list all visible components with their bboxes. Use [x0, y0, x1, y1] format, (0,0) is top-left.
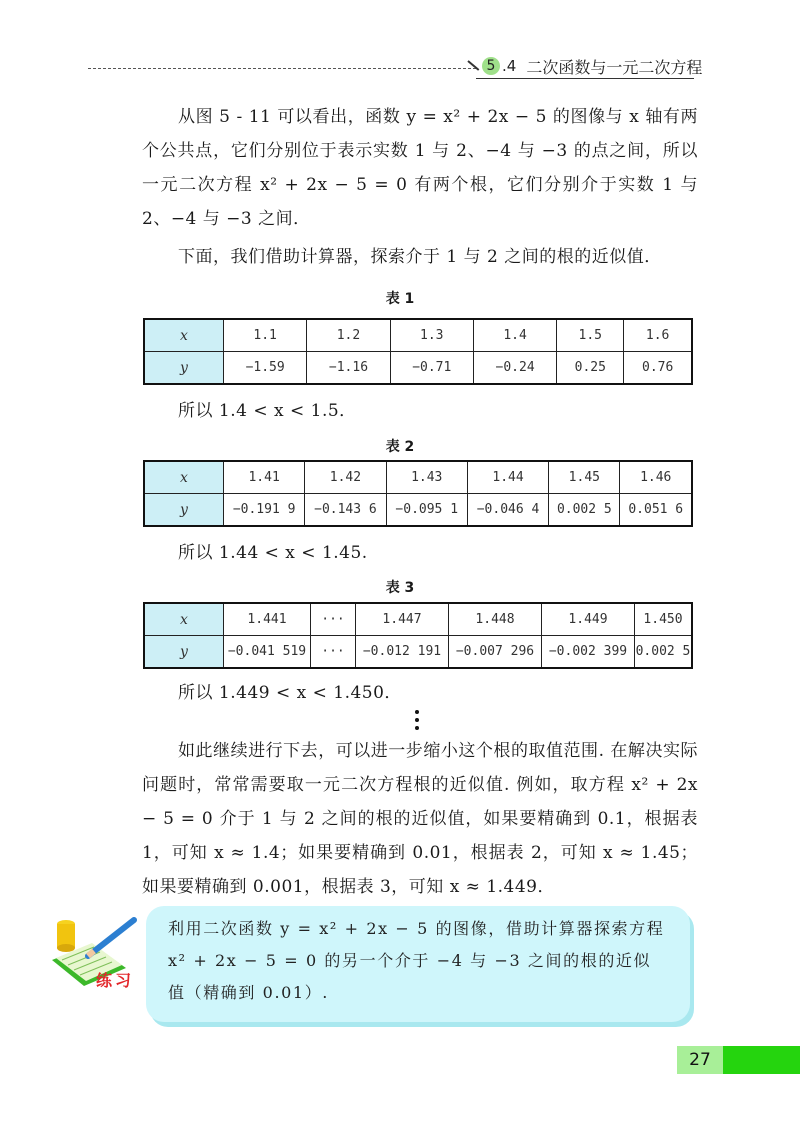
table-cell: 1.5	[557, 319, 624, 352]
conclusion-1: 所以 1.4 < x < 1.5．	[178, 401, 357, 421]
section-sub: .4	[502, 57, 517, 75]
table-row	[144, 636, 692, 669]
table-cell: −1.16	[307, 352, 390, 385]
table-cell: −0.24	[473, 352, 556, 385]
table-2-caption: 表 2	[385, 439, 415, 455]
table-cell: 1.449	[542, 603, 635, 636]
table-header-x: x	[144, 603, 224, 636]
table-header-y: y	[144, 494, 224, 527]
page-header	[482, 54, 702, 78]
paragraph-approximation: 如此继续进行下去，可以进一步缩小这个根的取值范围. 在解决实际问题时，常常需要取一元二次方程根的近似值. 例如，取方程 x² + 2x − 5 = 0 介于 1 与 2 之间的根的近似值，如果要精确到 0.1，根据表 1，可知 x ≈ 1.4；如果要精确到 0.01，根据表 2，可知 x ≈ 1.45；如果要精确到 0.001，根据表 3，可知 x ≈ 1.449．	[142, 741, 698, 897]
table-cell: 1.450	[635, 603, 693, 636]
table-cell: −0.046 4	[467, 494, 548, 527]
table-row	[144, 603, 692, 636]
table-header-x: x	[144, 319, 224, 352]
conclusion-2: 所以 1.44 < x < 1.45.	[178, 543, 368, 563]
conclusion-3: 所以 1.449 < x < 1.450．	[178, 683, 402, 703]
table-cell: 1.44	[467, 461, 548, 494]
table-cell: 0.76	[624, 352, 692, 385]
table-cell: 1.448	[449, 603, 542, 636]
table-row	[144, 494, 692, 527]
table-cell: −0.191 9	[224, 494, 305, 527]
table-cell: −0.095 1	[386, 494, 467, 527]
table-cell: 1.441	[224, 603, 311, 636]
section-number	[482, 57, 516, 75]
table-cell: 1.41	[224, 461, 305, 494]
table-cell: −0.002 399	[542, 636, 635, 669]
section-circle: 5	[482, 57, 500, 75]
table-header-y: y	[144, 352, 224, 385]
table-cell: 1.3	[390, 319, 473, 352]
table-cell: 0.25	[557, 352, 624, 385]
exercise-text: 利用二次函数 y = x² + 2x − 5 的图像，借助计算器探索方程 x² + 2x − 5 = 0 的另一个介于 −4 与 −3 之间的根的近似值（精确到 0.01）.	[168, 919, 665, 1002]
table-cell: ···	[311, 636, 356, 669]
table-cell: 0.051 6	[620, 494, 692, 527]
header-slash	[467, 60, 479, 71]
paragraph-explore: 下面，我们借助计算器，探索介于 1 与 2 之间的根的近似值．	[178, 247, 662, 267]
table-cell: −0.007 296	[449, 636, 542, 669]
table-2	[143, 460, 693, 527]
table-1	[143, 318, 693, 385]
header-underline	[476, 78, 694, 79]
table-header-y: y	[144, 636, 224, 669]
table-1-caption: 表 1	[385, 291, 415, 307]
table-row	[144, 461, 692, 494]
table-cell: 1.46	[620, 461, 692, 494]
table-3-caption: 表 3	[385, 580, 415, 596]
table-cell: 0.002 5	[635, 636, 693, 669]
table-cell: 1.6	[624, 319, 692, 352]
header-rule	[88, 68, 476, 69]
vertical-ellipsis	[413, 710, 421, 732]
table-header-x: x	[144, 461, 224, 494]
table-cell: 1.43	[386, 461, 467, 494]
page-number: 27	[677, 1046, 723, 1074]
section-title: 二次函数与一元二次方程	[526, 57, 703, 77]
table-cell: 1.1	[224, 319, 307, 352]
table-3	[143, 602, 693, 669]
table-cell: −0.012 191	[356, 636, 449, 669]
table-cell: 1.4	[473, 319, 556, 352]
paragraph-intro: 从图 5 - 11 可以看出，函数 y = x² + 2x − 5 的图像与 x 轴有两个公共点，它们分别位于表示实数 1 与 2、−4 与 −3 的点之间，所以一元二次方程 x² + 2x − 5 = 0 有两个根，它们分别介于实数 1 与 2、−4 与 −3 之间．	[142, 107, 698, 229]
table-cell: ···	[311, 603, 356, 636]
table-cell: −1.59	[224, 352, 307, 385]
table-cell: 1.2	[307, 319, 390, 352]
exercise-label: 练习	[96, 971, 135, 990]
table-row	[144, 352, 692, 385]
table-cell: 1.45	[549, 461, 620, 494]
table-row	[144, 319, 692, 352]
table-cell: 1.42	[305, 461, 386, 494]
table-cell: −0.041 519	[224, 636, 311, 669]
table-cell: 1.447	[356, 603, 449, 636]
table-cell: 0.002 5	[549, 494, 620, 527]
table-cell: −0.143 6	[305, 494, 386, 527]
table-cell: −0.71	[390, 352, 473, 385]
